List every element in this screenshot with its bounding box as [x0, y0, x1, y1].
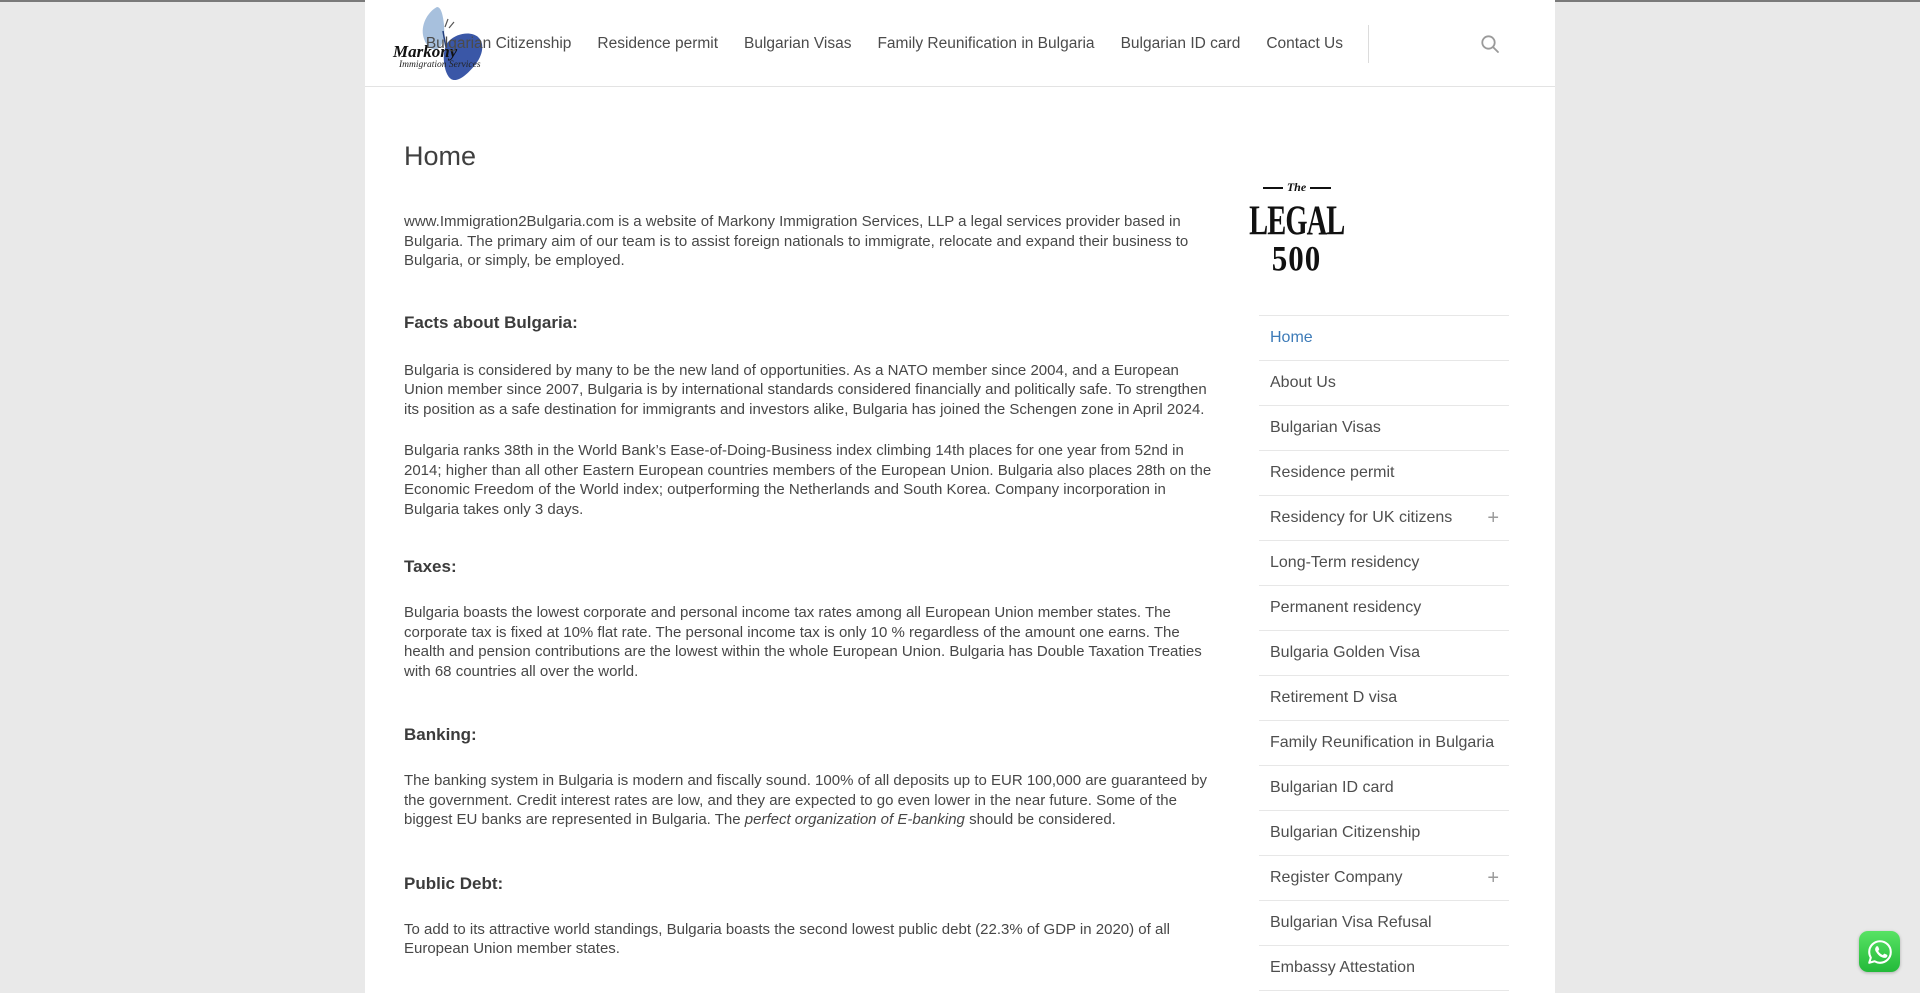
nav-item-contact-us[interactable]: Contact Us [1266, 34, 1343, 52]
legal-500-number: 500 [1271, 238, 1322, 279]
nav-item-bulgarian-visas[interactable]: Bulgarian Visas [744, 34, 852, 52]
legal-500-the: The [1286, 180, 1307, 194]
public-debt-heading: Public Debt: [404, 873, 504, 893]
sidebar-item-bulgarian-visas[interactable] [1259, 406, 1509, 451]
nav-item-residence-permit[interactable]: Residence permit [597, 34, 719, 52]
sidebar-item-about-us[interactable] [1259, 361, 1509, 406]
sidebar-item-permanent-residency[interactable] [1259, 586, 1509, 631]
legal-500-badge [1248, 180, 1345, 279]
brand-tagline: Immigration Services [399, 60, 481, 70]
sidebar-item-label: Home [1270, 329, 1313, 346]
sidebar-item-bulgarian-visa-refusal[interactable] [1259, 901, 1509, 946]
sidebar-item-residence-permit[interactable] [1259, 451, 1509, 496]
sidebar-item-label: Bulgarian Visas [1270, 419, 1381, 436]
sidebar-item-label: Family Reunification in Bulgaria [1270, 734, 1495, 751]
nav-item-bulgarian-citizenship[interactable]: Bulgarian Citizenship [425, 34, 572, 52]
banking-text-before: The banking system in Bulgaria is modern and fiscally sound. 100% of all deposits up to EUR 100,000 are guaranteed by the government. Credit interest rates are low, and they are expected to go even lower in the near future. Some of the biggest EU banks are represented in Bulgaria. The [404, 772, 1207, 829]
sidebar-item-label: Bulgarian Citizenship [1270, 824, 1421, 841]
banking-heading: Banking: [404, 725, 477, 745]
legal-500-the-row [1263, 180, 1331, 195]
public-debt-paragraph: To add to its attractive world standings, Bulgaria boasts the second lowest public debt (22.3% of GDP in 2020) of all European Union member states. [404, 920, 1170, 958]
sidebar-item-bulgarian-citizenship[interactable] [1259, 811, 1509, 856]
main-content [404, 0, 1216, 959]
brand-name: Markony [393, 42, 458, 61]
sidebar-item-home[interactable] [1259, 316, 1509, 361]
banking-paragraph [404, 771, 1216, 830]
sidebar [1248, 0, 1509, 993]
taxes-heading: Taxes: [404, 557, 457, 577]
whatsapp-icon [1865, 937, 1895, 967]
nav-item-family-reunification[interactable]: Family Reunification in Bulgaria [877, 34, 1095, 52]
sidebar-item-label: Retirement D visa [1270, 689, 1398, 706]
sidebar-item-embassy-attestation[interactable] [1259, 946, 1509, 991]
sidebar-item-label: Permanent residency [1270, 599, 1422, 616]
whatsapp-button[interactable] [1859, 931, 1900, 972]
legal-500-legal: LEGAL [1248, 196, 1345, 244]
sidebar-item-label: Long-Term residency [1270, 554, 1420, 571]
page-title: Home [404, 141, 477, 171]
sidebar-item-retirement-d-visa[interactable] [1259, 676, 1509, 721]
rule-right [1310, 187, 1330, 189]
sidebar-item-label: Bulgaria Golden Visa [1270, 644, 1421, 661]
sidebar-item-label: Residence permit [1270, 464, 1395, 481]
banking-text-after: should be considered. [964, 811, 1116, 829]
sidebar-menu [1259, 315, 1509, 991]
facts-paragraph-2: Bulgaria ranks 38th in the World Bank’s Ease-of-Doing-Business index climbing 14th places for one year from 52nd in 2014; higher than all other Eastern European countries members of the European Union. Bulgaria also places 28th on the Economic Freedom of the World index; outperforming the Netherlands and South Korea. Company incorporation in Bulgaria takes only 3 days. [404, 442, 1212, 518]
sidebar-item-label: Residency for UK citizens [1270, 509, 1453, 526]
nav-item-bulgarian-id-card[interactable]: Bulgarian ID card [1120, 34, 1241, 52]
sidebar-item-bulgarian-id-card[interactable] [1259, 766, 1509, 811]
sidebar-item-register-company[interactable] [1259, 856, 1509, 901]
intro-paragraph: www.Immigration2Bulgaria.com is a website of Markony Immigration Services, LLP a legal services provider based in Bulgaria. The primary aim of our team is to assist foreign nationals to immigrate, relocate and expand their business to Bulgaria, or simply, be employed. [404, 213, 1189, 270]
sidebar-item-residency-uk-citizens[interactable] [1259, 496, 1509, 541]
sidebar-item-long-term-residency[interactable] [1259, 541, 1509, 586]
plus-icon[interactable]: + [1487, 867, 1499, 889]
sidebar-item-label: Embassy Attestation [1270, 959, 1415, 976]
sidebar-item-label: Bulgarian Visa Refusal [1270, 914, 1432, 931]
rule-left [1263, 187, 1283, 189]
page-container [365, 0, 1555, 993]
sidebar-item-family-reunification[interactable] [1259, 721, 1509, 766]
sidebar-item-label: About Us [1270, 374, 1336, 391]
sidebar-item-label: Register Company [1270, 869, 1403, 886]
facts-heading: Facts about Bulgaria: [404, 312, 578, 332]
sidebar-item-label: Bulgarian ID card [1270, 779, 1394, 796]
facts-paragraph-1: Bulgaria is considered by many to be the new land of opportunities. As a NATO member since 2004, and a European Union member since 2007, Bulgaria is by international standards considered financially and politically safe. To strengthen its position as a safe destination for immigrants and investors alike, Bulgaria has joined the Schengen zone in April 2024. [404, 361, 1207, 418]
plus-icon[interactable]: + [1487, 507, 1499, 529]
banking-text-italic: perfect organization of E-banking [744, 811, 965, 829]
sidebar-item-bulgaria-golden-visa[interactable] [1259, 631, 1509, 676]
taxes-paragraph: Bulgaria boasts the lowest corporate and personal income tax rates among all European Union member states. The corporate tax is fixed at 10% flat rate. The personal income tax is only 10 % regardless of the amount one earns. The health and pension contributions are the lowest within the whole European Union. Bulgaria has Double Taxation Treaties with 68 countries all over the world. [404, 604, 1202, 680]
